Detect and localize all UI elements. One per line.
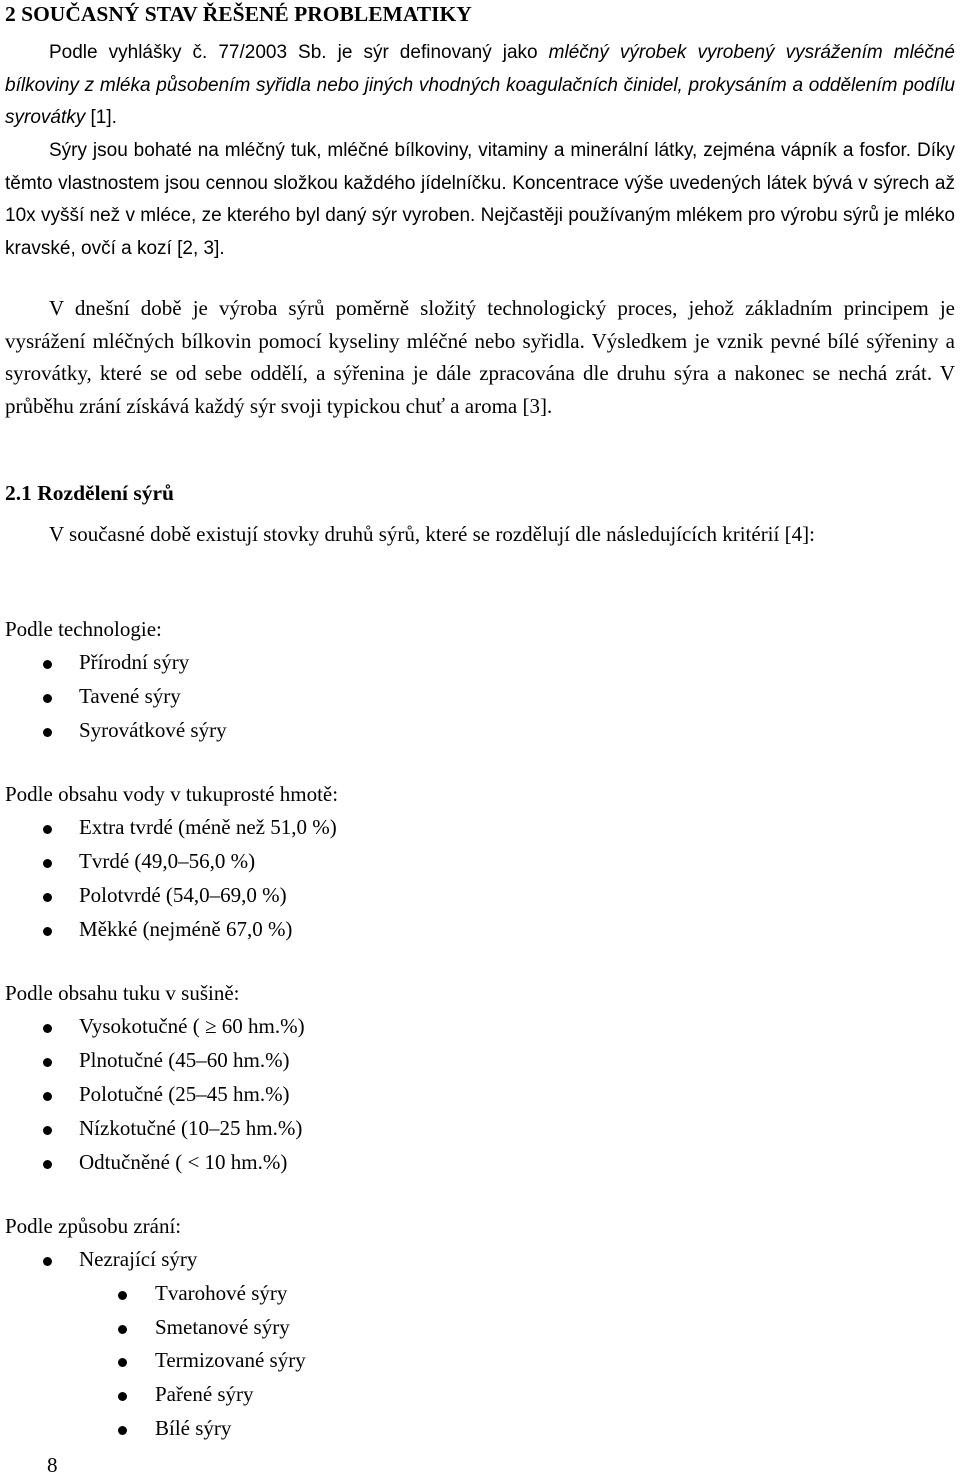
bullet-icon <box>118 1392 127 1401</box>
list-item: Syrovátkové sýry <box>79 718 227 742</box>
sublist-item: Termizované sýry <box>155 1348 306 1372</box>
section-heading: 2.1 Rozdělení sýrů <box>5 481 175 505</box>
list-item: Tvrdé (49,0–56,0 %) <box>79 849 256 873</box>
paragraph-definition <box>5 37 955 135</box>
bullet-icon <box>43 1160 52 1169</box>
bullet-icon <box>118 1325 127 1334</box>
group-title-ripening: Podle způsobu zrání: <box>5 1214 182 1238</box>
bullet-icon <box>43 660 52 669</box>
chapter-heading: 2 SOUČASNÝ STAV ŘEŠENÉ PROBLEMATIKY <box>5 2 472 26</box>
bullet-icon <box>43 1257 52 1266</box>
bullet-icon <box>43 728 52 737</box>
paragraph-production: V dnešní době je výroba sýrů poměrně složitý technologický proces, jehož základním principem je vysrážení mléčných bílkovin pomocí kyseliny mléčné nebo syřidla. Výsledkem je vznik pevné bílé sýřeniny a syrovátky, které se od sebe oddělí, a sýřenina je dále zpracována dle druhu sýra a nakonec se nechá zrát. V průběhu zrání získává každý sýr svoji typickou chuť a aroma [3]. <box>5 296 955 418</box>
bullet-icon <box>43 694 52 703</box>
paragraph-nutrition: Sýry jsou bohaté na mléčný tuk, mléčné bílkoviny, vitaminy a minerální látky, zejména vápník a fosfor. Díky těmto vlastnostem jsou cennou složkou každého jídelníčku. Koncentrace výše uvedených látek bývá v sýrech až 10x vyšší než v mléce, ze kterého byl daný sýr vyroben. Nejčastěji používaným mlékem pro výrobu sýrů je mléko kravské, ovčí a kozí [2, 3]. <box>5 140 955 259</box>
list-item: Měkké (nejméně 67,0 %) <box>79 917 293 941</box>
sublist-item: Pařené sýry <box>155 1382 254 1406</box>
group-title-fat-content: Podle obsahu tuku v sušině: <box>5 981 240 1005</box>
bullet-icon <box>118 1358 127 1367</box>
definition-quote: mléčný výrobek vyrobený vysrážením mléčné bílkoviny z mléka působením syřidla nebo jiných vhodných koagulačních činidel, prokysáním a oddělením podílu syrovátky <box>5 42 955 128</box>
bullet-icon <box>118 1291 127 1300</box>
bullet-icon <box>43 893 52 902</box>
bullet-icon <box>118 1426 127 1435</box>
bullet-icon <box>43 825 52 834</box>
sublist-item: Smetanové sýry <box>155 1315 290 1339</box>
bullet-icon <box>43 1092 52 1101</box>
list-item: Plnotučné (45–60 hm.%) <box>79 1048 290 1072</box>
list-item: Přírodní sýry <box>79 650 190 674</box>
bullet-icon <box>43 927 52 936</box>
sublist-item: Tvarohové sýry <box>155 1281 288 1305</box>
page-number: 8 <box>47 1453 58 1477</box>
list-item: Polotučné (25–45 hm.%) <box>79 1082 290 1106</box>
paragraph-classification-intro: V současné době existují stovky druhů sýrů, které se rozdělují dle následujících kritérií [4]: <box>49 522 815 546</box>
bullet-icon <box>43 1126 52 1135</box>
group-title-water-content: Podle obsahu vody v tukuprosté hmotě: <box>5 782 339 806</box>
list-item: Nezrající sýry <box>79 1247 198 1271</box>
sublist-item: Bílé sýry <box>155 1416 232 1440</box>
list-item: Tavené sýry <box>79 684 181 708</box>
group-title-technology: Podle technologie: <box>5 617 162 641</box>
list-item: Polotvrdé (54,0–69,0 %) <box>79 883 287 907</box>
list-item: Odtučněné ( < 10 hm.%) <box>79 1150 288 1174</box>
list-item: Nízkotučné (10–25 hm.%) <box>79 1116 303 1140</box>
list-item: Extra tvrdé (méně než 51,0 %) <box>79 815 337 839</box>
bullet-icon <box>43 1058 52 1067</box>
bullet-icon <box>43 859 52 868</box>
list-item: Vysokotučné ( ≥ 60 hm.%) <box>79 1014 305 1038</box>
bullet-icon <box>43 1024 52 1033</box>
definition-intro: Podle vyhlášky č. 77/2003 Sb. je sýr definovaný jako <box>49 42 549 63</box>
definition-citation: [1]. <box>85 107 117 128</box>
